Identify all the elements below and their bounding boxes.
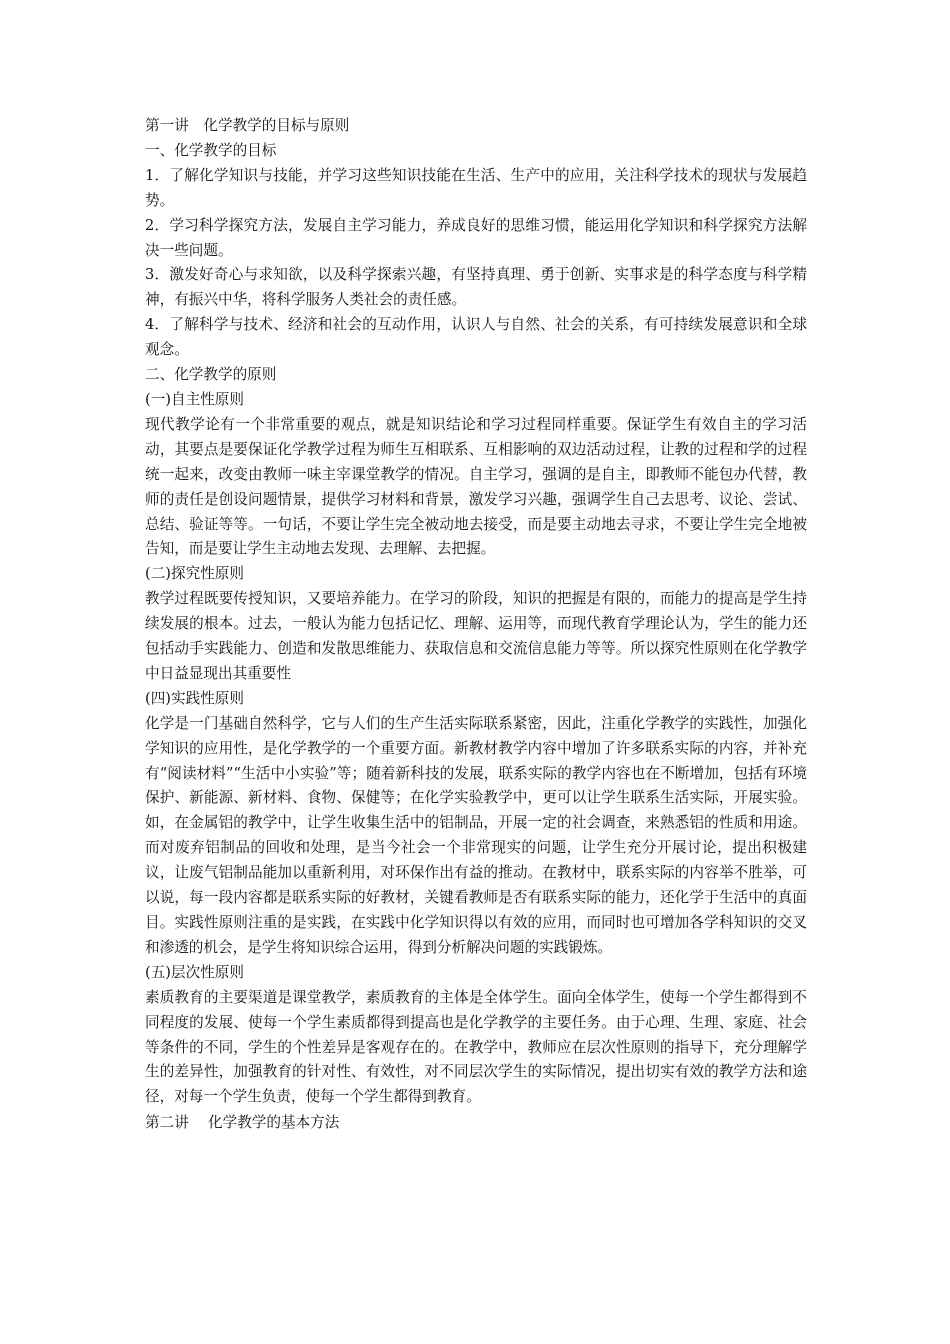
principle-hierarchy-heading: (五)层次性原则 bbox=[145, 963, 244, 981]
goal-item-4: 4．了解科学与技术、经济和社会的互动作用，认识人与自然、社会的关系，有可持续发展意识和全球观念。 bbox=[145, 316, 807, 359]
document-page bbox=[145, 114, 807, 1136]
principle-practice-heading: (四)实践性原则 bbox=[145, 689, 244, 707]
principle-hierarchy-body: 素质教育的主要渠道是课堂教学，素质教育的主体是全体学生。面向全体学生，使每一个学生都得到不同程度的发展、使每一个学生素质都得到提高也是化学教学的主要任务。由于心理、生理、家庭、社会等条件的不同，学生的个性差异是客观存在的。在教学中，教师应在层次性原则的指导下，充分理解学生的差异性，加强教育的针对性、有效性，对不同层次学生的实际情况，提出切实有效的教学方法和途径，对每一个学生负责，使每一个学生都得到教育。 bbox=[145, 988, 807, 1106]
principle-autonomy-body: 现代教学论有一个非常重要的观点，就是知识结论和学习过程同样重要。保证学生有效自主的学习活动，其要点是要保证化学教学过程为师生互相联系、互相影响的双边活动过程，让教的过程和学的过程统一起来，改变由教师一味主宰课堂教学的情况。自主学习，强调的是自主，即教师不能包办代替，教师的责任是创设问题情景，提供学习材料和背景，激发学习兴趣，强调学生自己去思考、议论、尝试、总结、验证等等。一句话，不要让学生完全被动地去接受，而是要主动地去寻求，不要让学生完全地被告知，而是要让学生主动地去发现、去理解、去把握。 bbox=[145, 415, 807, 558]
goal-item-1: 1．了解化学知识与技能，并学习这些知识技能在生活、生产中的应用，关注科学技术的现状与发展趋势。 bbox=[145, 166, 807, 209]
principle-inquiry-body: 教学过程既要传授知识，又要培养能力。在学习的阶段，知识的把握是有限的，而能力的提高是学生持续发展的根本。过去，一般认为能力包括记忆、理解、运用等，而现代教育学理论认为，学生的能力还包括动手实践能力、创造和发散思维能力、获取信息和交流信息能力等等。所以探究性原则在化学教学中日益显现出其重要性 bbox=[145, 590, 807, 682]
lecture-2-title: 第二讲 化学教学的基本方法 bbox=[145, 1114, 340, 1132]
lecture-1-title: 第一讲 化学教学的目标与原则 bbox=[145, 117, 350, 134]
goal-item-3: 3．激发好奇心与求知欲，以及科学探索兴趣，有坚持真理、勇于创新、实事求是的科学态度与科学精神，有振兴中华，将科学服务人类社会的责任感。 bbox=[145, 266, 807, 309]
goal-item-2: 2．学习科学探究方法，发展自主学习能力，养成良好的思维习惯，能运用化学知识和科学探究方法解决一些问题。 bbox=[145, 216, 807, 259]
section-goals-heading: 一、化学教学的目标 bbox=[145, 141, 277, 159]
principle-practice-body: 化学是一门基础自然科学，它与人们的生产生活实际联系紧密，因此，注重化学教学的实践性，加强化学知识的应用性，是化学教学的一个重要方面。新教材教学内容中增加了许多联系实际的内容，并补充有“阅读材料”“生活中小实验”等；随着新科技的发展，联系实际的教学内容也在不断增加，包括有环境保护、新能源、新材料、食物、保健等；在化学实验教学中，更可以让学生联系生活实际，开展实验。如，在金属铝的教学中，让学生收集生活中的铝制品，开展一定的社会调查，来熟悉铝的性质和用途。而对废弃铝制品的回收和处理，是当今社会一个非常现实的问题，让学生充分开展讨论，提出积极建议，让废气铝制品能加以重新利用，对环保作出有益的推动。在教材中，联系实际的内容举不胜举，可以说，每一段内容都是联系实际的好教材，关键看教师是否有联系实际的能力，还化学于生活中的真面目。实践性原则注重的是实践，在实践中化学知识得以有效的应用，而同时也可增加各学科知识的交叉和渗透的机会，是学生将知识综合运用，得到分析解决问题的实践锻炼。 bbox=[145, 714, 807, 956]
principle-inquiry-heading: (二)探究性原则 bbox=[145, 565, 244, 583]
principle-autonomy-heading: (一)自主性原则 bbox=[145, 390, 244, 408]
section-principles-heading: 二、化学教学的原则 bbox=[145, 366, 277, 384]
